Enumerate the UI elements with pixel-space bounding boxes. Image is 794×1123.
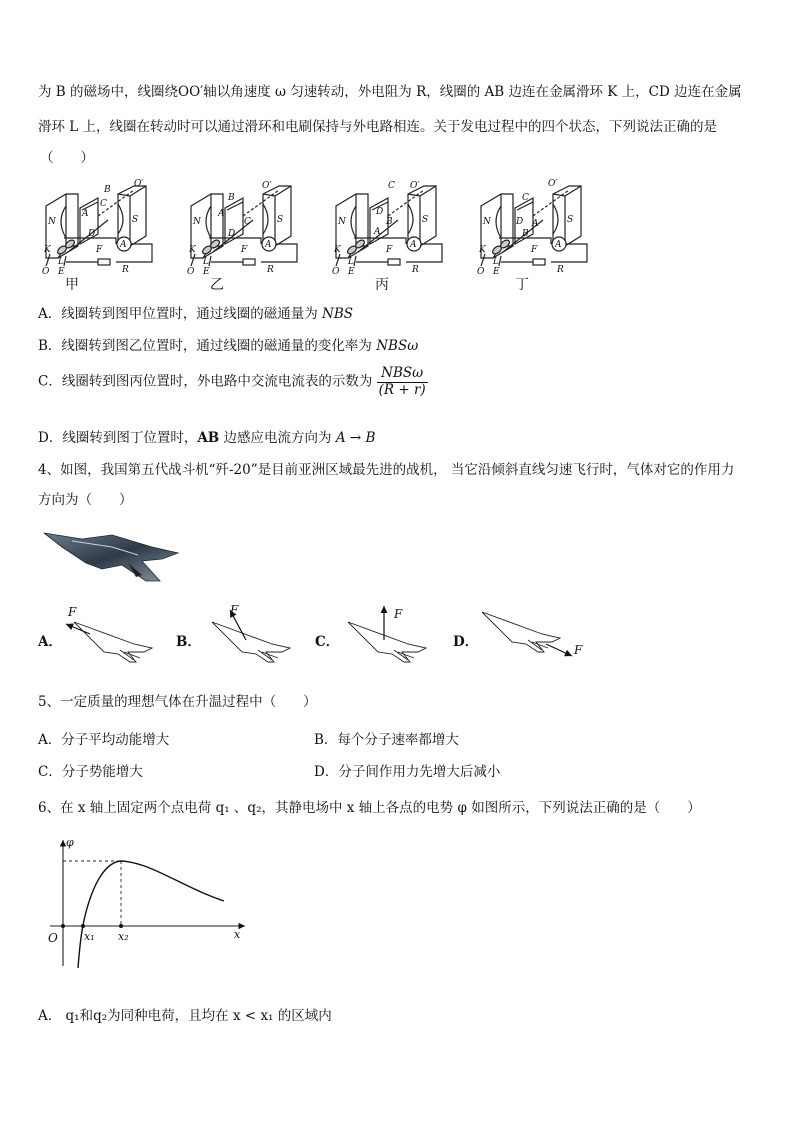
q4-option-a-label: A．: [38, 634, 62, 650]
potential-curve: [78, 861, 224, 968]
potential-graph: [40, 832, 260, 972]
q3-option-c-fraction: [377, 366, 428, 398]
q3-option-d: [38, 426, 375, 446]
q4-force-label-c: F: [394, 607, 403, 621]
svg-text:A: A: [555, 240, 562, 250]
q4-force-diagrams: [60, 600, 600, 664]
svg-text:B: B: [104, 185, 111, 195]
svg-text:B: B: [228, 193, 235, 203]
svg-text:N: N: [483, 217, 491, 227]
svg-text:E: E: [203, 267, 210, 276]
svg-text:C: C: [100, 199, 107, 209]
svg-text:D: D: [516, 217, 524, 227]
svg-text:S: S: [567, 215, 574, 225]
q5-stem: 5、一定质量的理想气体在升温过程中（ ）: [38, 694, 317, 710]
svg-text:R: R: [267, 265, 274, 275]
q3-option-d-mid: 边感应电流方向为: [219, 430, 332, 446]
svg-text:K: K: [44, 245, 51, 255]
svg-text:B: B: [522, 229, 529, 239]
svg-text:N: N: [193, 217, 201, 227]
q5-option-a: A．分子平均动能增大: [38, 732, 170, 748]
q3-option-c: [38, 366, 428, 398]
svg-text:E: E: [58, 267, 65, 276]
q3-option-b-text: B．线圈转到图乙位置时，通过线圈的磁通量的变化率为: [38, 338, 372, 354]
x-axis-label: x: [234, 928, 241, 941]
svg-text:A: A: [410, 240, 417, 250]
q3-line-1: 为 B 的磁场中，线圈绕OO′轴以角速度 ω 匀速转动，外电阻为 R，线圈的 AB 边连在金属滑环 K 上，CD 边连在金属: [38, 84, 742, 100]
q4-option-c-label: C．: [315, 634, 340, 650]
svg-text:L: L: [203, 257, 209, 267]
svg-text:O: O: [332, 267, 340, 276]
q5-option-b: B．每个分子速率都增大: [314, 732, 459, 748]
svg-text:A: A: [374, 227, 381, 237]
q6-stem: 6、在 x 轴上固定两个点电荷 q₁ 、q₂，其静电场中 x 轴上各点的电势 φ 如图所示，下列说法正确的是（ ）: [38, 800, 701, 816]
figure-caption-jia: 甲: [65, 277, 79, 293]
q3-option-d-ab: AB: [197, 430, 220, 446]
q3-option-d-math: A → B: [335, 430, 376, 446]
q3-option-a-text: A．线圈转到图甲位置时，通过线圈的磁通量为: [38, 306, 318, 322]
q4-force-label-b: F: [230, 603, 239, 617]
svg-text:N: N: [48, 217, 56, 227]
q3-option-b-math: NBSω: [376, 338, 419, 354]
svg-text:D: D: [228, 229, 236, 239]
q3-bracket: （ ）: [40, 150, 94, 166]
svg-text:A: A: [82, 209, 89, 219]
svg-text:K: K: [189, 245, 196, 255]
generator-figures: [38, 176, 598, 276]
q4-option-d-label: D．: [453, 634, 479, 650]
phi-axis-label: φ: [66, 836, 74, 849]
svg-text:O′: O′: [262, 181, 272, 191]
svg-text:S: S: [132, 215, 139, 225]
svg-text:A: A: [532, 219, 539, 229]
svg-text:A: A: [120, 240, 127, 250]
q3-line-2: 滑环 L 上，线圈在转动时可以通过滑环和电刷保持与外电路相连。关于发电过程中的四个状态，下列说法正确的是: [38, 119, 718, 135]
svg-text:A: A: [218, 209, 225, 219]
svg-text:K: K: [479, 245, 486, 255]
q4-option-b-label: B．: [176, 634, 201, 650]
svg-text:O′: O′: [134, 179, 144, 189]
origin-label: O: [48, 931, 58, 945]
svg-text:R: R: [557, 265, 564, 275]
q3-option-d-text: D．线圈转到图丁位置时，: [38, 430, 198, 446]
svg-text:R: R: [412, 265, 419, 275]
svg-text:O: O: [477, 267, 485, 276]
svg-text:S: S: [277, 215, 284, 225]
svg-text:E: E: [493, 267, 500, 276]
q3-option-b: [38, 334, 418, 354]
svg-text:C: C: [388, 181, 395, 191]
svg-text:N: N: [338, 217, 346, 227]
q3-option-a: [38, 302, 353, 322]
q6-option-a: A． q₁和q₂为同种电荷，且均在 x < x₁ 的区域内: [38, 1008, 332, 1024]
q4-force-label-a: F: [68, 605, 77, 619]
svg-text:S: S: [422, 215, 429, 225]
svg-text:F: F: [531, 245, 538, 255]
figure-caption-bing: 丙: [375, 277, 389, 293]
svg-text:L: L: [348, 257, 354, 267]
svg-text:F: F: [241, 245, 248, 255]
svg-text:D: D: [376, 207, 384, 217]
fighter-jet-image: [42, 525, 182, 585]
svg-text:L: L: [493, 257, 499, 267]
svg-text:O: O: [42, 267, 50, 276]
svg-text:C: C: [522, 193, 529, 203]
svg-text:A: A: [265, 240, 272, 250]
x1-label: x₁: [84, 930, 95, 943]
svg-text:C: C: [244, 217, 251, 227]
svg-text:R: R: [122, 265, 129, 275]
q3-option-c-text: C．线圈转到图丙位置时，外电路中交流电流表的示数为: [38, 373, 373, 390]
q4-line-1: 4、如图，我国第五代战斗机“歼-20”是目前亚洲区域最先进的战机， 当它沿倾斜直线匀速飞行时，气体对它的作用力: [38, 462, 735, 478]
svg-text:F: F: [386, 245, 393, 255]
svg-text:O′: O′: [410, 181, 420, 191]
figure-caption-yi: 乙: [210, 277, 224, 293]
svg-text:E: E: [348, 267, 355, 276]
svg-text:O: O: [187, 267, 195, 276]
svg-text:D: D: [88, 229, 96, 239]
svg-text:F: F: [96, 245, 103, 255]
svg-text:O′: O′: [548, 179, 558, 189]
q3-option-a-math: NBS: [322, 306, 354, 322]
svg-text:B: B: [386, 217, 393, 227]
x2-label: x₂: [118, 930, 129, 943]
svg-text:K: K: [334, 245, 341, 255]
fraction-numerator: NBSω: [377, 366, 428, 383]
q4-line-2: 方向为（ ）: [38, 492, 133, 508]
svg-text:L: L: [58, 257, 64, 267]
figure-caption-ding: 丁: [515, 277, 529, 293]
fraction-denominator: (R + r): [378, 381, 426, 398]
q5-option-c: C．分子势能增大: [38, 764, 143, 780]
q5-option-d: D．分子间作用力先增大后减小: [314, 764, 501, 780]
q4-force-label-d: F: [574, 643, 583, 657]
